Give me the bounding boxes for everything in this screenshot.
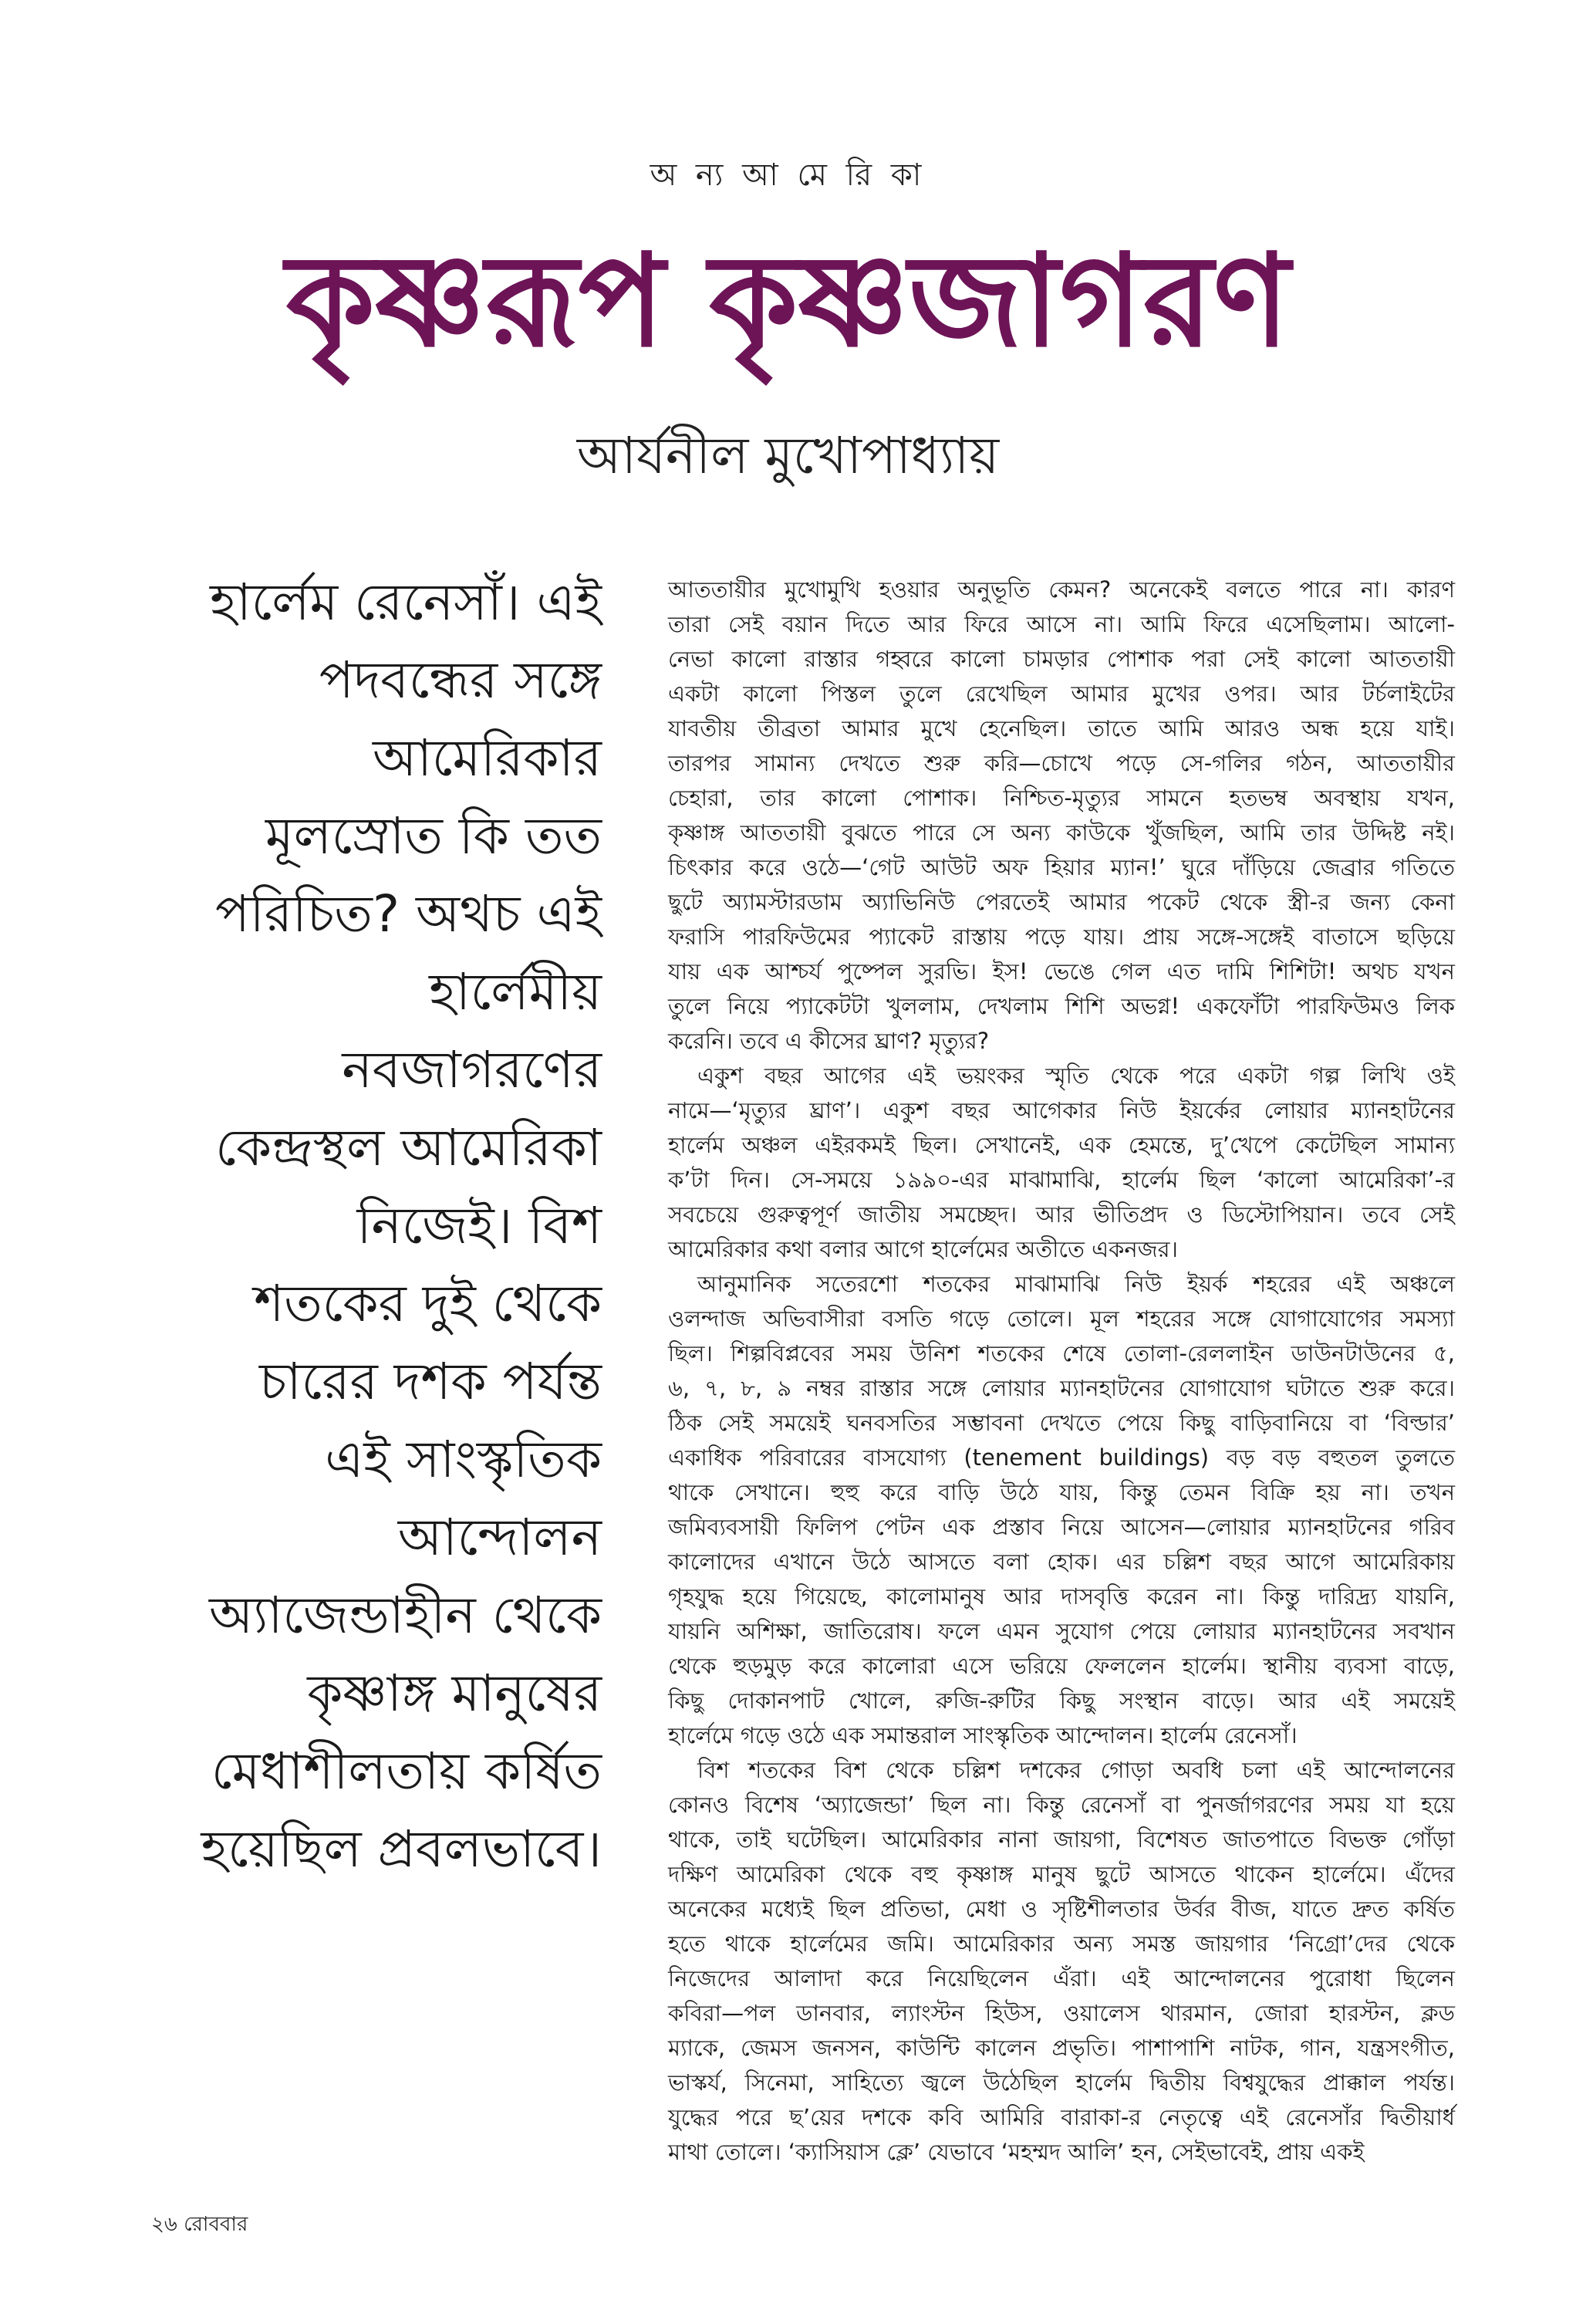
body-line: আনুমানিক সতেরশো শতকের মাঝামাঝি নিউ ইয়র্ক শহরের এই অঞ্চলে <box>697 1271 1455 1297</box>
pull-quote <box>116 563 602 1888</box>
pull-quote-line: হার্লেম রেনেসাঁ। এই <box>210 573 602 632</box>
pull-quote-line: আন্দোলন <box>397 1508 602 1567</box>
body-line: করেনি। তবে এ কীসের ঘ্রাণ? মৃত্যুর? <box>668 1028 990 1054</box>
body-line: নেভা কালো রাস্তার গহ্বরে কালো চামড়ার পোশাক পরা সেই কালো আততায়ী <box>668 646 1455 672</box>
body-line: তারপর সামান্য দেখতে শুরু করি—চোখে পড়ে সে-গলির গঠন, আততায়ীর <box>668 750 1455 776</box>
body-line: দক্ষিণ আমেরিকা থেকে বহু কৃষ্ণাঙ্গ মানুষ ছুটে আসতে থাকেন হার্লেমে। এঁদের <box>668 1861 1455 1887</box>
body-line: সবচেয়ে গুরুত্বপূর্ণ জাতীয় সমচ্ছেদ। আর ভীতিপ্রদ ও ডিস্টোপিয়ান। তবে সেই <box>668 1201 1455 1228</box>
pull-quote-line: চারের দশক পর্যন্ত <box>258 1352 602 1411</box>
page-folio: ২৬ রোববার <box>151 2213 248 2236</box>
body-line: ৬, ৭, ৮, ৯ নম্বর রাস্তার সঙ্গে লোয়ার ম্যানহাটনের যোগাযোগ ঘটাতে শুরু করে। <box>668 1375 1455 1401</box>
body-line: চিৎকার করে ওঠে—‘গেট আউট অফ হিয়ার ম্যান!’ ঘুরে দাঁড়িয়ে জেব্রার গতিতে <box>668 854 1455 880</box>
pull-quote-line: এই সাংস্কৃতিক <box>325 1430 602 1489</box>
body-line: অনেকের মধ্যেই ছিল প্রতিভা, মেধা ও সৃষ্টিশীলতার উর্বর বীজ, যাতে দ্রুত কর্ষিত <box>668 1896 1455 1922</box>
body-line: যুদ্ধের পরে ছ’য়ের দশকে কবি আমিরি বারাকা-র নেতৃত্বে এই রেনেসাঁর দ্বিতীয়ার্ধ <box>668 2104 1455 2130</box>
body-line: ছুটে অ্যামস্টারডাম অ্যাভিনিউ পেরতেই আমার পকেট থেকে স্ত্রী-র জন্য কেনা <box>668 889 1455 915</box>
pull-quote-line: কেন্দ্রস্থল আমেরিকা <box>215 1118 602 1177</box>
body-line: যায় এক আশ্চর্য পুষ্পেল সুরভি। ইস! ভেঙে গেল এত দামি শিশিটা! অথচ যখন <box>668 958 1455 985</box>
article-author: আর্যনীল মুখোপাধ্যায় <box>576 426 1000 485</box>
body-line: হার্লেমে গড়ে ওঠে এক সমান্তরাল সাংস্কৃতিক আন্দোলন। হার্লেম রেনেসাঁ। <box>668 1722 1298 1748</box>
pull-quote-line: নবজাগরণের <box>342 1040 602 1100</box>
body-line: একাধিক পরিবারের বাসযোগ্য (tenement buildings) বড় বড় বহুতল তুলতে <box>668 1444 1455 1471</box>
body-line: চেহারা, তার কালো পোশাক। নিশ্চিত-মৃত্যুর সামনে হতভম্ব অবস্থায় যখন, <box>668 785 1455 811</box>
article-body <box>668 573 1455 2170</box>
paragraph <box>668 1059 1455 1267</box>
body-line: ফরাসি পারফিউমের প্যাকেট রাস্তায় পড়ে যায়। প্রায় সঙ্গে-সঙ্গেই বাতাসে ছড়িয়ে <box>668 924 1455 950</box>
body-line: হার্লেম অঞ্চল এইরকমই ছিল। সেখানেই, এক হেমন্তে, দু’খেপে কেটেছিল সামান্য <box>668 1132 1455 1158</box>
pull-quote-line: নিজেই। বিশ <box>356 1196 602 1255</box>
pull-quote-line: পরিচিত? অথচ এই <box>214 884 602 944</box>
body-line: একুশ বছর আগের এই ভয়ংকর স্মৃতি থেকে পরে একটা গল্প লিখি ওই <box>697 1062 1455 1089</box>
body-line: ভাস্কর্য, সিনেমা, সাহিত্যে জ্বলে উঠেছিল হার্লেম দ্বিতীয় বিশ্বযুদ্ধের প্রাক্কাল পর্যন্ত। <box>668 2069 1455 2096</box>
pull-quote-line: মূলস্রোত কি তত <box>265 806 602 866</box>
body-line: ছিল। শিল্পবিপ্লবের সময় উনিশ শতকের শেষে তোলা-রেললাইন ডাউনটাউনের ৫, <box>668 1340 1455 1366</box>
body-line: থাকে, তাই ঘটেছিল। আমেরিকার নানা জায়গা, বিশেষত জাতপাতে বিভক্ত গোঁড়া <box>668 1826 1455 1853</box>
pull-quote-line: অ্যাজেন্ডাহীন থেকে <box>209 1586 602 1645</box>
body-line: কালোদের এখানে উঠে আসতে বলা হোক। এর চল্লিশ বছর আগে আমেরিকায় <box>668 1549 1455 1575</box>
body-line: নামে—‘মৃত্যুর ঘ্রাণ’। একুশ বছর আগেকার নিউ ইয়র্কের লোয়ার ম্যানহাটনের <box>668 1097 1455 1123</box>
body-line: যায়নি অশিক্ষা, জাতিরোষ। ফলে এমন সুযোগ পেয়ে লোয়ার ম্যানহাটনের সবখান <box>668 1618 1455 1644</box>
body-line: যাবতীয় তীব্রতা আমার মুখে হেনেছিল। তাতে আমি আরও অন্ধ হয়ে যাই। <box>668 715 1455 741</box>
pull-quote-line: মেধাশীলতায় কর্ষিত <box>211 1741 602 1801</box>
body-line: একটা কালো পিস্তল তুলে রেখেছিল আমার মুখের ওপর। আর টর্চলাইটের <box>668 681 1455 707</box>
body-line: নিজেদের আলাদা করে নিয়েছিলেন এঁরা। এই আন্দোলনের পুরোধা ছিলেন <box>668 1965 1455 1991</box>
paragraph <box>668 1753 1455 2170</box>
body-line: ক’টা দিন। সে-সময়ে ১৯৯০-এর মাঝামাঝি, হার্লেম ছিল ‘কালো আমেরিকা’-র <box>668 1167 1455 1193</box>
article-title: কৃষ্ণরূপ কৃষ্ণজাগরণ <box>285 227 1291 375</box>
body-line: তারা সেই বয়ান দিতে আর ফিরে আসে না। আমি ফিরে এসেছিলাম। আলো- <box>668 611 1455 637</box>
body-line: কৃষ্ণাঙ্গ আততায়ী বুঝতে পারে সে অন্য কাউকে খুঁজছিল, আমি তার উদ্দিষ্ট নই। <box>668 819 1455 846</box>
body-line: আততায়ীর মুখোমুখি হওয়ার অনুভূতি কেমন? অনেকেই বলতে পারে না। কারণ <box>668 576 1455 603</box>
body-line: তুলে নিয়ে প্যাকেটটা খুললাম, দেখলাম শিশি অভগ্ন! একফোঁটা পারফিউমও লিক <box>668 993 1455 1019</box>
body-line: গৃহযুদ্ধ হয়ে গিয়েছে, কালোমানুষ আর দাসবৃত্তি করেন না। কিন্তু দারিদ্র্য যায়নি, <box>668 1583 1455 1610</box>
body-line: হতে থাকে হার্লেমের জমি। আমেরিকার অন্য সমস্ত জায়গার ‘নিগ্রো’দের থেকে <box>668 1930 1455 1957</box>
pull-quote-line: হার্লেমীয় <box>429 962 602 1022</box>
section-kicker: অ ন্য আ মে রি কা <box>650 157 926 193</box>
body-line: আমেরিকার কথা বলার আগে হার্লেমের অতীতে একনজর। <box>668 1236 1178 1262</box>
body-line: থেকে হুড়মুড় করে কালোরা এসে ভরিয়ে ফেললেন হার্লেম। স্থানীয় ব্যবসা বাড়ে, <box>668 1653 1455 1679</box>
paragraph <box>668 1267 1455 1753</box>
body-line: ম্যাকে, জেমস জনসন, কাউন্টি কালেন প্রভৃতি। পাশাপাশি নাটক, গান, যন্ত্রসংগীত, <box>668 2035 1455 2061</box>
body-line: মাথা তোলে। ‘ক্যাসিয়াস ক্লে’ যেভাবে ‘মহম্মদ আলি’ হন, সেইভাবেই, প্রায় একই <box>668 2139 1365 2165</box>
body-line: থাকে সেখানে। হুহু করে বাড়ি উঠে যায়, কিন্তু তেমন বিক্রি হয় না। তখন <box>668 1479 1455 1505</box>
pull-quote-line: আমেরিকার <box>373 728 602 788</box>
body-line: কিছু দোকানপাট খোলে, রুজি-রুটির কিছু সংস্থান বাড়ে। আর এই সময়েই <box>668 1687 1455 1714</box>
pull-quote-line: শতকের দুই থেকে <box>254 1274 602 1333</box>
pull-quote-line: পদবন্ধের সঙ্গে <box>319 650 602 710</box>
paragraph <box>668 573 1455 1059</box>
body-line: বিশ শতকের বিশ থেকে চল্লিশ দশকের গোড়া অবধি চলা এই আন্দোলনের <box>697 1757 1455 1783</box>
body-line: ওলন্দাজ অভিবাসীরা বসতি গড়ে তোলে। মূল শহরের সঙ্গে যোগাযোগের সমস্যা <box>668 1306 1455 1332</box>
pull-quote-line: কৃষ্ণাঙ্গ মানুষের <box>307 1664 602 1723</box>
body-line: কোনও বিশেষ ‘অ্যাজেন্ডা’ ছিল না। কিন্তু রেনেসাঁ বা পুনর্জাগরণের সময় যা হয়ে <box>668 1792 1455 1818</box>
body-line: জমিব্যবসায়ী ফিলিপ পেটন এক প্রস্তাব নিয়ে আসেন—লোয়ার ম্যানহাটনের গরিব <box>668 1514 1455 1540</box>
body-line: ঠিক সেই সময়েই ঘনবসতির সম্ভাবনা দেখতে পেয়ে কিছু বাড়িবানিয়ে বা ‘বিল্ডার’ <box>668 1410 1455 1436</box>
body-line: কবিরা—পল ডানবার, ল্যাংস্টন হিউস, ওয়ালেস থারমান, জোরা হারস্টন, ক্লড <box>668 2000 1455 2026</box>
pull-quote-line: হয়েছিল প্রবলভাবে। <box>201 1819 602 1879</box>
